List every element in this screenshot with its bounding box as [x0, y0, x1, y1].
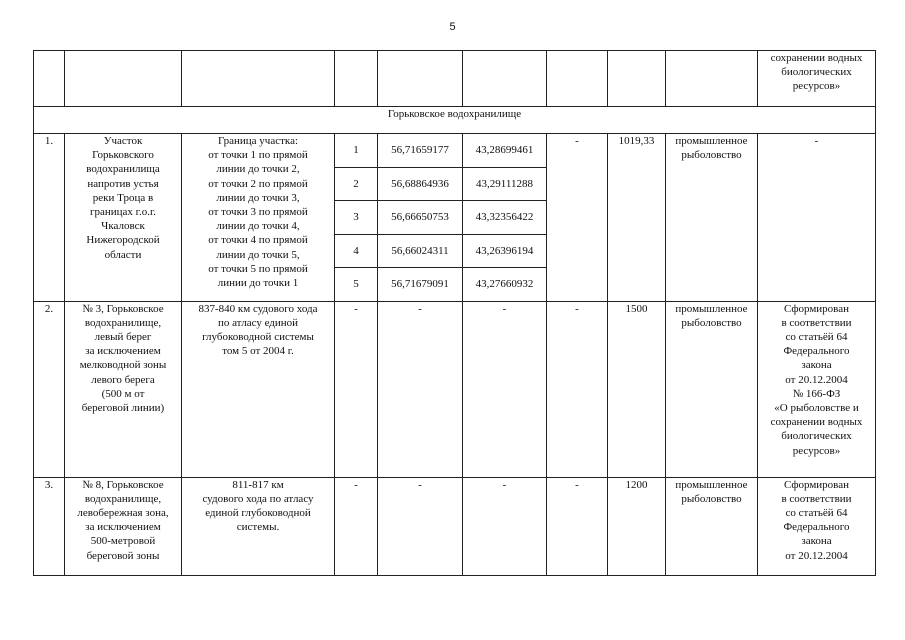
area-name: № 3, Горьковское водохранилище, левый берег за исключением мелководной зоны левого берега (500 м от береговой линии): [65, 301, 182, 477]
point-latitude: 56,66650753: [378, 201, 462, 235]
cell-empty: [547, 51, 608, 107]
cell-empty: [182, 51, 335, 107]
point-numbers: [335, 134, 378, 302]
dash-cell: -: [463, 477, 547, 575]
fishing-type: промышленное рыболовство: [666, 134, 758, 302]
dash-cell: -: [547, 134, 608, 302]
row-number: 2.: [34, 301, 65, 477]
dash-cell: -: [547, 301, 608, 477]
dash-cell: -: [335, 477, 378, 575]
area-size: 1019,33: [608, 134, 666, 302]
area-name: № 8, Горьковское водохранилище, левобережная зона, за исключением 500-метровой береговой зоны: [65, 477, 182, 575]
row-number: 3.: [34, 477, 65, 575]
point-longitude: 43,32356422: [463, 201, 546, 235]
point-longitude: 43,27660932: [475, 278, 534, 290]
point-number: 3: [335, 201, 377, 235]
note-cell: Сформирован в соответствии со статьёй 64 Федерального закона от 20.12.2004 № 166-ФЗ «О рыболовстве и сохранении водных биологических ресурсов»: [758, 301, 876, 477]
area-border: 837-840 км судового хода по атласу единой глубоководной системы том 5 от 2004 г.: [182, 301, 335, 477]
cell-empty: [378, 51, 463, 107]
note-cell: Сформирован в соответствии со статьёй 64 Федерального закона от 20.12.2004: [758, 477, 876, 575]
section-title: Горьковское водохранилище: [34, 107, 876, 134]
point-number: 2: [335, 168, 377, 202]
point-number: 5: [353, 278, 359, 290]
table-row: [34, 477, 876, 575]
area-border: 811-817 км судового хода по атласу единой глубоководной системы.: [182, 477, 335, 575]
dash-cell: -: [335, 301, 378, 477]
area-size: 1500: [608, 301, 666, 477]
page-number: 5: [449, 21, 456, 33]
table-row: [34, 134, 876, 302]
point-latitude: 56,71679091: [391, 278, 449, 290]
point-longitudes: [463, 134, 547, 302]
dash-cell: -: [463, 301, 547, 477]
note-cell: сохранении водных биологических ресурсов»: [758, 51, 876, 107]
fishing-type: промышленное рыболовство: [666, 477, 758, 575]
area-border: Граница участка: от точки 1 по прямой линии до точки 2, от точки 2 по прямой линии до точки 3, от точки 3 по прямой линии до точки 4, от точки 4 по прямой линии до точки 5, от точки 5 по прямой линии до точки 1: [182, 134, 335, 302]
note-cell: -: [758, 134, 876, 302]
dash-cell: -: [378, 301, 463, 477]
point-latitude: 56,68864936: [378, 168, 462, 202]
fishing-type: промышленное рыболовство: [666, 301, 758, 477]
table-row: [34, 301, 876, 477]
area-size: 1200: [608, 477, 666, 575]
point-latitudes: [378, 134, 463, 302]
continuation-row: [34, 51, 876, 107]
dash-cell: -: [547, 477, 608, 575]
point-latitude: 56,66024311: [378, 235, 462, 269]
cell-empty: [65, 51, 182, 107]
point-latitude: 56,71659177: [378, 134, 462, 168]
point-longitude: 43,29111288: [463, 168, 546, 202]
area-name: Участок Горьковского водохранилища напротив устья реки Троца в границах г.о.г. Чкаловск Нижегородской области: [65, 134, 182, 302]
point-longitude: 43,26396194: [463, 235, 546, 269]
cell-empty: [335, 51, 378, 107]
cell-empty: [608, 51, 666, 107]
point-longitude: 43,28699461: [463, 134, 546, 168]
point-number: 1: [335, 134, 377, 168]
dash-cell: -: [378, 477, 463, 575]
cell-empty: [463, 51, 547, 107]
row-number: 1.: [34, 134, 65, 302]
section-row: [34, 107, 876, 134]
cell-empty: [666, 51, 758, 107]
fishing-areas-table: [33, 50, 876, 576]
point-number: 4: [335, 235, 377, 269]
cell-empty: [34, 51, 65, 107]
